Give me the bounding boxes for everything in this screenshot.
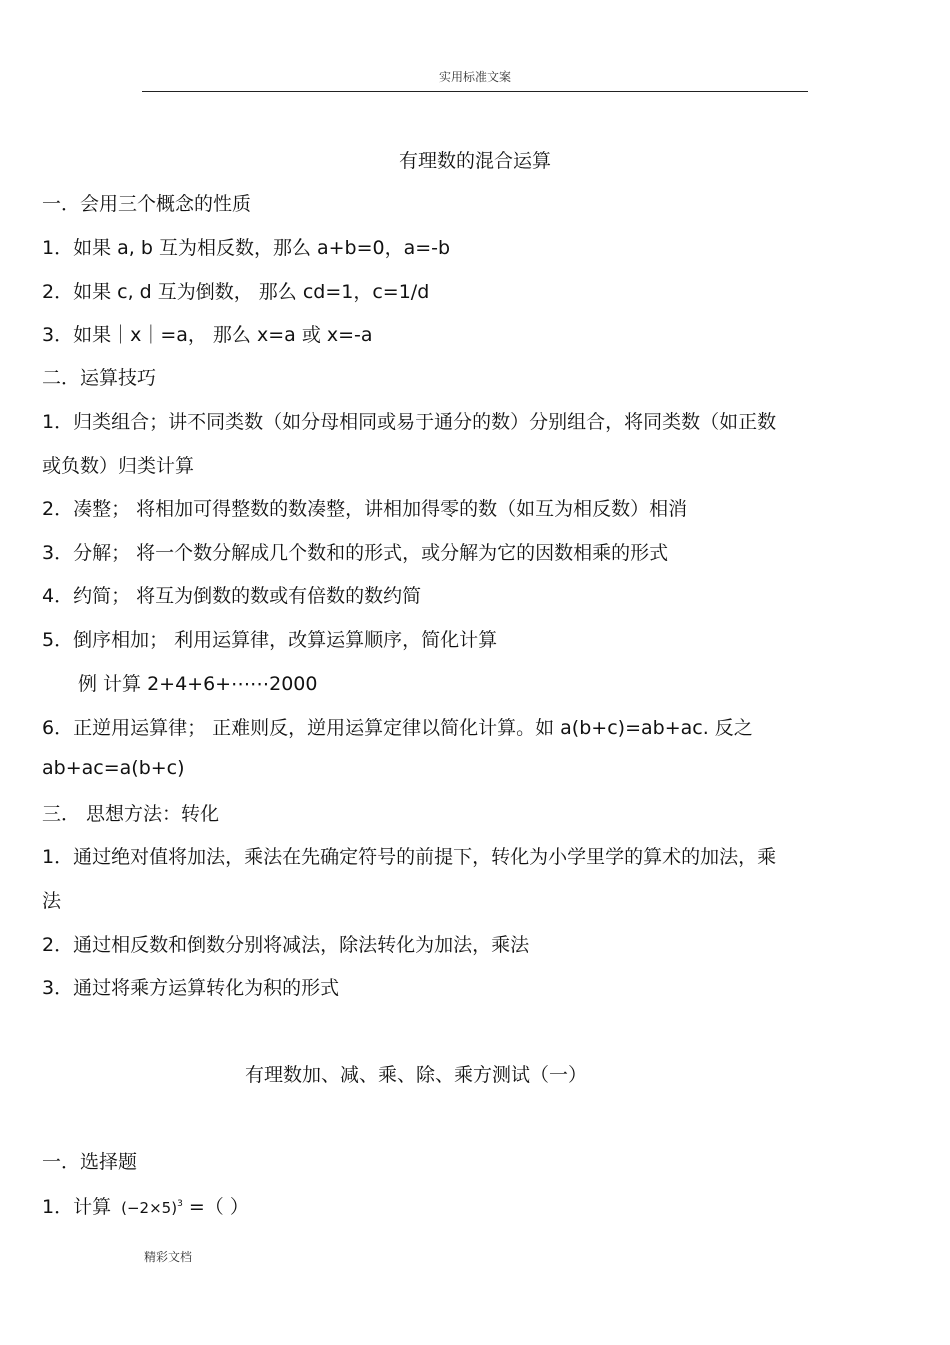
question-1-expression: $(-2\times 5)^3$ bbox=[121, 1199, 183, 1217]
page-header: 实用标准文案 bbox=[438, 70, 511, 84]
test-title: 有理数加、减、乘、除、乘方测试（一） bbox=[245, 1064, 588, 1086]
text-line: 1．归类组合；讲不同类数（如分母相同或易于通分的数）分别组合，将同类数（如正数 bbox=[42, 411, 777, 433]
question-1 bbox=[42, 1192, 249, 1219]
text-line: 或负数）归类计算 bbox=[42, 455, 195, 477]
text-line: 5．倒序相加； 利用运算律，改算运算顺序，简化计算 bbox=[42, 629, 498, 651]
section-heading-3: 三． 思想方法：转化 bbox=[42, 803, 220, 825]
document-title: 有理数的混合运算 bbox=[398, 150, 551, 172]
text-line: 3．分解； 将一个数分解成几个数和的形式，或分解为它的因数相乘的形式 bbox=[42, 542, 669, 564]
text-line: 2．凑整； 将相加可得整数的数凑整，讲相加得零的数（如互为相反数）相消 bbox=[42, 498, 688, 520]
text-line: 3．通过将乘方运算转化为积的形式 bbox=[42, 977, 340, 999]
question-1-prefix: 1．计算 bbox=[42, 1196, 112, 1218]
header-rule bbox=[142, 91, 808, 92]
section-heading-2: 二．运算技巧 bbox=[42, 367, 157, 389]
text-line: 6．正逆用运算律； 正难则反，逆用运算定律以简化计算。如 a(b+c)=ab+ac. 反之 bbox=[42, 717, 753, 739]
text-line: 3．如果｜x｜=a， 那么 x=a 或 x=-a bbox=[42, 324, 373, 346]
text-line: 1．如果 a, b 互为相反数，那么 a+b=0，a=-b bbox=[42, 237, 451, 259]
question-1-answer-blank: =（ ） bbox=[188, 1196, 249, 1218]
text-line: 2．通过相反数和倒数分别将减法，除法转化为加法，乘法 bbox=[42, 934, 530, 956]
text-line: 1．通过绝对值将加法，乘法在先确定符号的前提下，转化为小学里学的算术的加法，乘 bbox=[42, 846, 777, 868]
text-line: 2．如果 c, d 互为倒数， 那么 cd=1，c=1/d bbox=[42, 281, 430, 303]
section-heading-choice: 一．选择题 bbox=[42, 1151, 138, 1173]
example-line: 例 计算 2+4+6+⋯⋯2000 bbox=[78, 673, 318, 695]
text-line: 法 bbox=[42, 890, 62, 912]
page-footer: 精彩文档 bbox=[144, 1250, 193, 1264]
section-heading-1: 一．会用三个概念的性质 bbox=[42, 193, 252, 215]
text-line: ab+ac=a(b+c) bbox=[42, 757, 185, 779]
text-line: 4．约简； 将互为倒数的数或有倍数的数约简 bbox=[42, 585, 422, 607]
